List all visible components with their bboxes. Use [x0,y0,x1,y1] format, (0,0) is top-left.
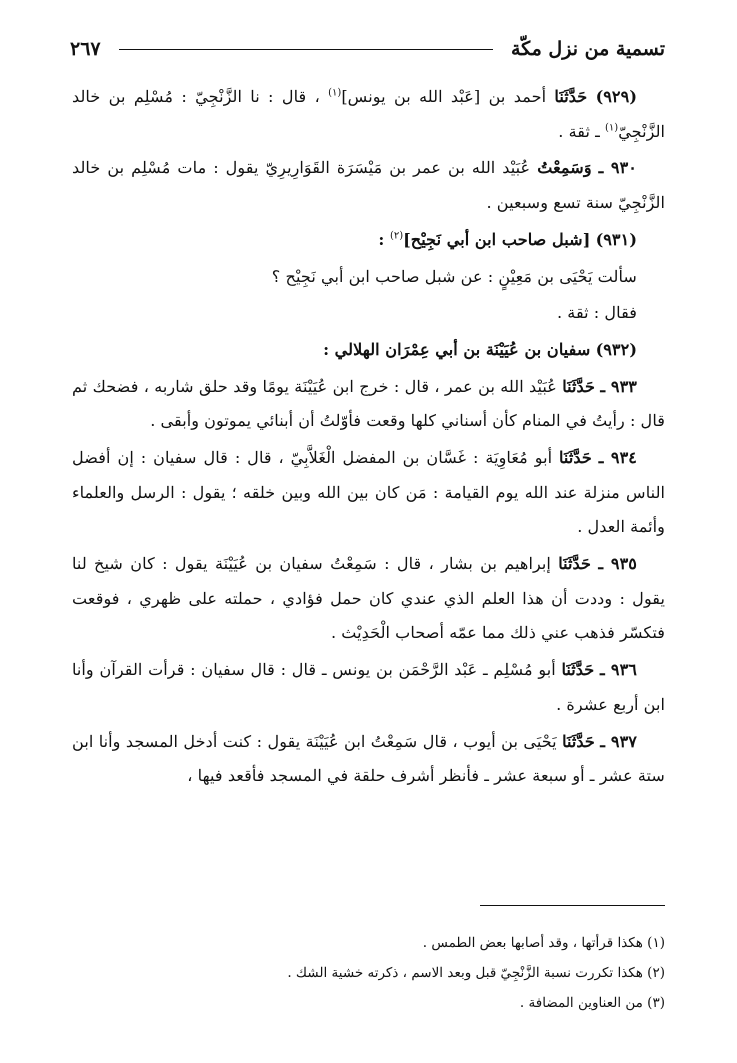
entry-937 [72,725,665,794]
page-number: ٢٦٧ [70,38,101,60]
entry-keyword: حَدَّثَنَا [558,554,592,574]
entry-keyword: حَدَّثَنَا [562,731,595,751]
footnote-ref: (١) [605,122,619,134]
footnote-separator [480,905,665,906]
entry-text: أبو مُعَاوِيَة : غَسَّان بن المفضل الْغَلاَّبِيّ ، قال : قال سفيان : إن أفضل الناس منزلة عند الله يوم القيامة : مَن كان بين الله وبين خلقه ؛ يقول : الرسل والعلماء وأئمة العدل . [72,448,665,537]
entry-text: ـ ثقة . [558,121,605,141]
heading-tail: : [378,229,390,249]
entry-keyword: وَسَمِعْتُ [537,158,592,178]
footnote-2: (٢) هكذا تكررت نسبة الزَّنْجِيّ قبل وبعد الاسم ، ذكرته خشية الشك . [287,965,665,981]
entry-936 [72,653,665,722]
entry-931-question [72,260,665,295]
entry-number: ٩٣٤ ـ [598,448,637,468]
entry-keyword: حَدَّثَنَا [562,376,596,396]
entry-text: فقال : ثقة . [556,303,637,323]
entry-933 [72,370,665,439]
entry-number: ٩٣٥ ـ [598,554,637,574]
main-text [72,80,665,796]
section-heading: سفيان بن عُيَيْنَة بن أبي عِمْرَان الهلالي : [323,340,591,360]
header-rule [119,49,493,50]
running-header [70,34,665,64]
footnote-1: (١) هكذا قرأتها ، وقد أصابها بعض الطمس . [422,935,665,951]
entry-text: عُبَيْد الله بن عمر ، قال : خرج ابن عُيَيْنَة يومًا وقد حلق شاربه ، فضحك ثم قال : رأيتُ في المنام كأن أسناني كلها وقعت فأوّلتُ أن أبنائي يموتون وأبقى . [72,376,665,431]
entry-934 [72,441,665,545]
footnote-3: (٣) من العناوين المضافة . [519,995,665,1011]
entry-text: أبو مُسْلِم ـ عَبْد الرَّحْمَن بن يونس ـ قال : قال سفيان : قرأت القرآن وأنا ابن أربع عشرة . [72,660,665,714]
entry-number: (٩٢٩) [595,87,637,106]
entry-text: ، قال : نا الزَّنْجِيّ : مُسْلِم بن خالد الزَّنْجِيّ [72,87,665,141]
entry-number: ٩٣٣ ـ [600,376,637,396]
entry-number: (٩٣٢) [595,340,637,360]
entry-text: سألت يَحْيَى بن مَعِيْنٍ : عن شبل صاحب ابن أبي نَجِيْح ؟ [271,266,637,286]
entry-number: (٩٣١) [595,229,637,249]
entry-keyword: حَدَّثَنَا [559,448,592,468]
entry-number: ٩٣٠ ـ [598,158,637,178]
entry-text: إبراهيم بن بشار ، قال : سَمِعْتُ سفيان بن عُيَيْنَة يقول : كان شيخ لنا يقول : وددت أن هذا العلم الذي عندي كان حمل فؤادي ، حملته على ظهري ، فوقعت فتكسّر فذهب عني ذلك مما عمّه أصحاب الْحَدِيْث . [72,554,665,643]
footnotes [72,928,665,1018]
entry-text: يَحْيَى بن أيوب ، قال سَمِعْتُ ابن عُيَيْنَة يقول : كنت أدخل المسجد وأنا ابن ستة عشر ـ أو سبعة عشر ـ فأنظر أشرف حلقة في المسجد فأقعد فيها ، [72,731,665,786]
section-heading: [شبل صاحب ابن أبي نَجِيْح] [403,229,591,249]
entry-931-heading [72,223,665,258]
footnote-ref: (٢) [389,230,404,242]
entry-929 [72,80,665,149]
entry-keyword: حَدَّثَنَا [554,87,588,106]
entry-935 [72,547,665,651]
entry-keyword: حَدَّثَنَا [561,660,595,680]
entry-931-answer [72,296,665,331]
entry-text: أحمد بن [عَبْد الله بن يونس] [341,87,555,106]
entry-number: ٩٣٦ ـ [599,660,637,680]
entry-930 [72,151,665,220]
entry-932-heading [72,333,665,368]
header-title: تسمية من نزل مكّة [510,38,665,60]
footnote-ref: (١) [328,87,342,99]
entry-number: ٩٣٧ ـ [600,731,637,751]
entry-text: عُبَيْد الله بن عمر بن مَيْسَرَة القَوَارِيرِيّ يقول : مات مُسْلِم بن خالد الزَّنْجِيّ سنة تسع وسبعين . [72,158,665,212]
